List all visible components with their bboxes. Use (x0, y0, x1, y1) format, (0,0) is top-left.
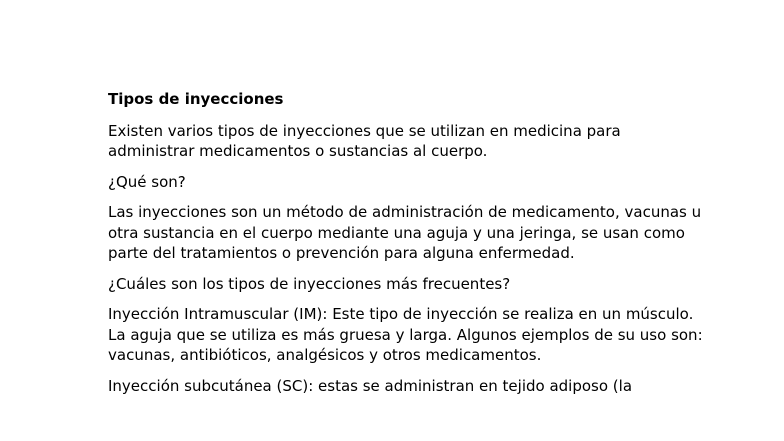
intro-paragraph: Existen varios tipos de inyecciones que se utilizan en medicina para administrar medicamentos o sustancias al cuerpo. (108, 121, 621, 160)
question-types: ¿Cuáles son los tipos de inyecciones más frecuentes? (108, 274, 511, 293)
question-what-are-they: ¿Qué son? (108, 172, 186, 191)
document-title: Tipos de inyecciones (108, 90, 284, 108)
subcutaneous-paragraph: Inyección subcutánea (SC): estas se administran en tejido adiposo (la (108, 376, 633, 395)
intramuscular-paragraph: Inyección Intramuscular (IM): Este tipo de inyección se realiza en un músculo. La aguja que se utiliza es más gruesa y larga. Algunos ejemplos de su uso son: vacunas, antibióticos, analgésicos y otros medicamentos. (108, 305, 703, 364)
document-body (108, 89, 708, 406)
definition-paragraph: Las inyecciones son un método de administración de medicamento, vacunas u otra sustancia en el cuerpo mediante una aguja y una jeringa, se usan como parte del tratamientos o prevención para alguna enfermedad. (108, 203, 702, 262)
